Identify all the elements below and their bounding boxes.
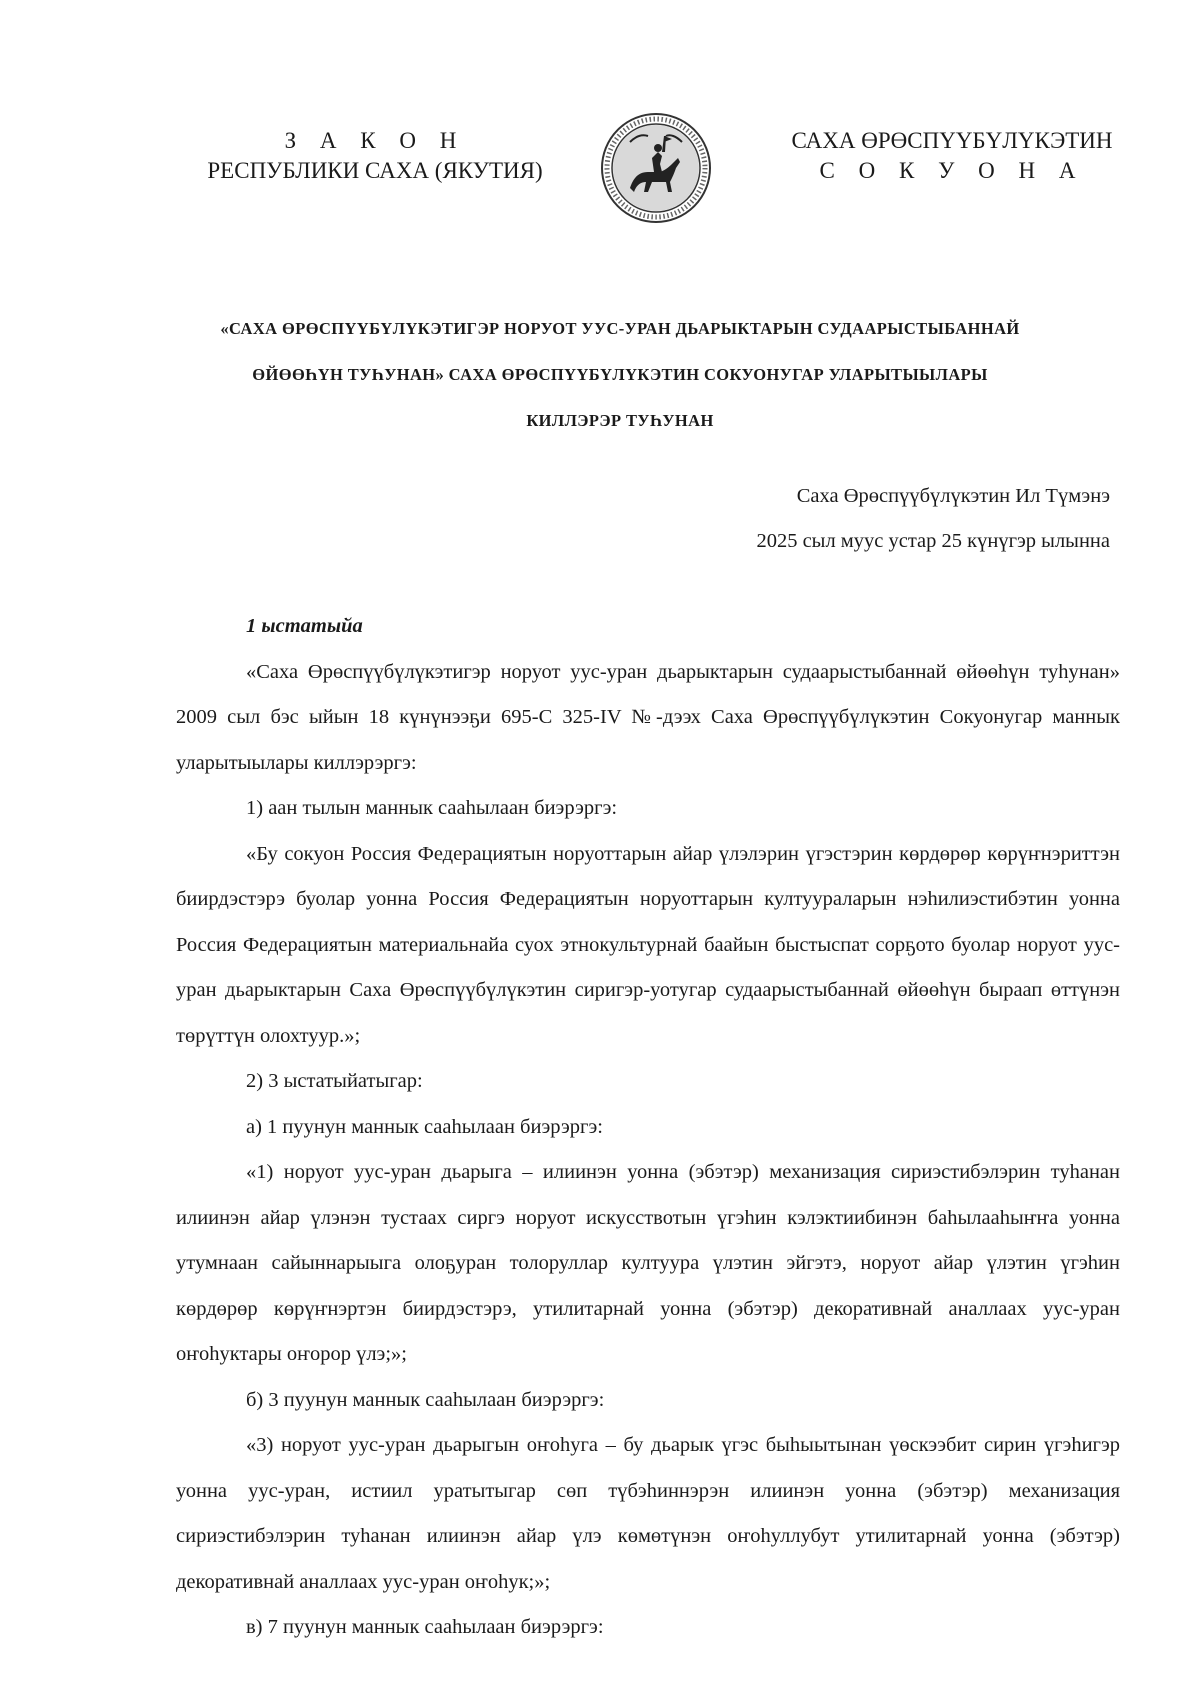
paragraph: б) 3 пуунун маннык сааһылаан биэрэргэ: (246, 1388, 605, 1411)
adoption-block (756, 474, 1110, 564)
paragraph: «3) норуот уус-уран дьарыгын оҥоһуга – бу дьарык үгэс быһыытынан үөскээбит сирин үгэһигэр уонна уус-уран, истиил уратытыгар сөп түбэһиннэрэн илиинэн уонна (эбэтэр) механизация сириэстибэлэрин туһанан илиинэн айар үлэ көмөтүнэн оҥоһуллубут утилитарнай уонна (эбэтэр) декоративнай аналлаах уус-уран оҥоһук;»; (176, 1434, 1120, 1593)
adopting-body: Саха Өрөспүүбүлүкэтин Ил Түмэнэ (796, 485, 1110, 507)
title-line-3: КИЛЛЭРЭР ТУҺУНАН (526, 411, 714, 430)
header-right (752, 126, 1152, 186)
adoption-date: 2025 сыл муус устар 25 күнүгэр ылынна (756, 530, 1110, 552)
paragraph: 2) 3 ыстатыйатыгар: (246, 1070, 423, 1092)
header-left (180, 126, 570, 186)
paragraph: «Бу сокуон Россия Федерациятын норуоттарын айар үлэлэрин үгэстэрин көрдөрөр көрүҥнэриттэн биирдэстэрэ буолар уонна Россия Федерациятын норуоттарын култуураларын нэһилиэстибэтин уонна Россия Федерациятын материальнайа суох этнокультурнай баайын быстыспат сорҕото буолар норуот уус-уран дьарыктарын Саха Өрөспүүбүлүкэтин сиригэр-уотугар судаарыстыбаннай өйөөһүн быраап өттүнэн төрүттүн олохтуур.»; (176, 842, 1120, 1047)
header-right-title: САХА ӨРӨСПҮҮБҮЛҮКЭТИН (791, 128, 1113, 153)
document-body (176, 604, 1120, 1651)
title-line-1: «САХА ӨРӨСПҮҮБҮЛҮКЭТИГЭР НОРУОТ УУС-УРАН ДЬАРЫКТАРЫН СУДААРЫСТЫБАННАЙ (220, 319, 1020, 338)
paragraph: а) 1 пуунун маннык сааһылаан биэрэргэ: (246, 1115, 603, 1138)
paragraph: в) 7 пуунун маннык сааһылаан биэрэргэ: (246, 1616, 604, 1638)
paragraph: «Саха Өрөспүүбүлүкэтигэр норуот уус-уран дьарыктарын судаарыстыбаннай өйөөһүн туһунан» 2009 сыл бэс ыйын 18 күнүнээҕи 695-С 325-IV №-дээх Саха Өрөспүүбүлүкэтин Сокуонугар маннык уларытыылары киллэрэргэ: (176, 660, 1120, 774)
article-heading: 1 ыстатыйа (246, 615, 363, 637)
document-title (120, 306, 1120, 444)
sakha-republic-coat-of-arms-icon (600, 112, 712, 224)
title-line-2: ӨЙӨӨҺҮН ТУҺУНАН» САХА ӨРӨСПҮҮБҮЛҮКЭТИН СОКУОНУГАР УЛАРЫТЫЫЛАРЫ (252, 365, 988, 384)
header-right-subtitle: С О К У О Н А (819, 158, 1085, 183)
paragraph: 1) аан тылын маннык сааһылаан биэрэргэ: (246, 797, 618, 819)
paragraph: «1) норуот уус-уран дьарыга – илиинэн уонна (эбэтэр) механизация сириэстибэлэрин туһанан илиинэн айар үлэнэн тустаах сиргэ норуот искусствотын үгэһин кэлэктиибинэн баһылааһыҥҥа уонна утумнаан сайыннарыыга олоҕуран толоруллар култуура үлэтин эйгэтэ, норуот айар үлэтин үгэһин көрдөрөр көрүҥнэртэн биирдэстэрэ, утилитарнай уонна (эбэтэр) декоративнай аналлаах уус-уран оҥоһуктары оҥорор үлэ;»; (176, 1161, 1120, 1365)
header-left-subtitle: РЕСПУБЛИКИ САХА (ЯКУТИЯ) (207, 158, 543, 183)
header-left-title: З А К О Н (284, 128, 466, 153)
